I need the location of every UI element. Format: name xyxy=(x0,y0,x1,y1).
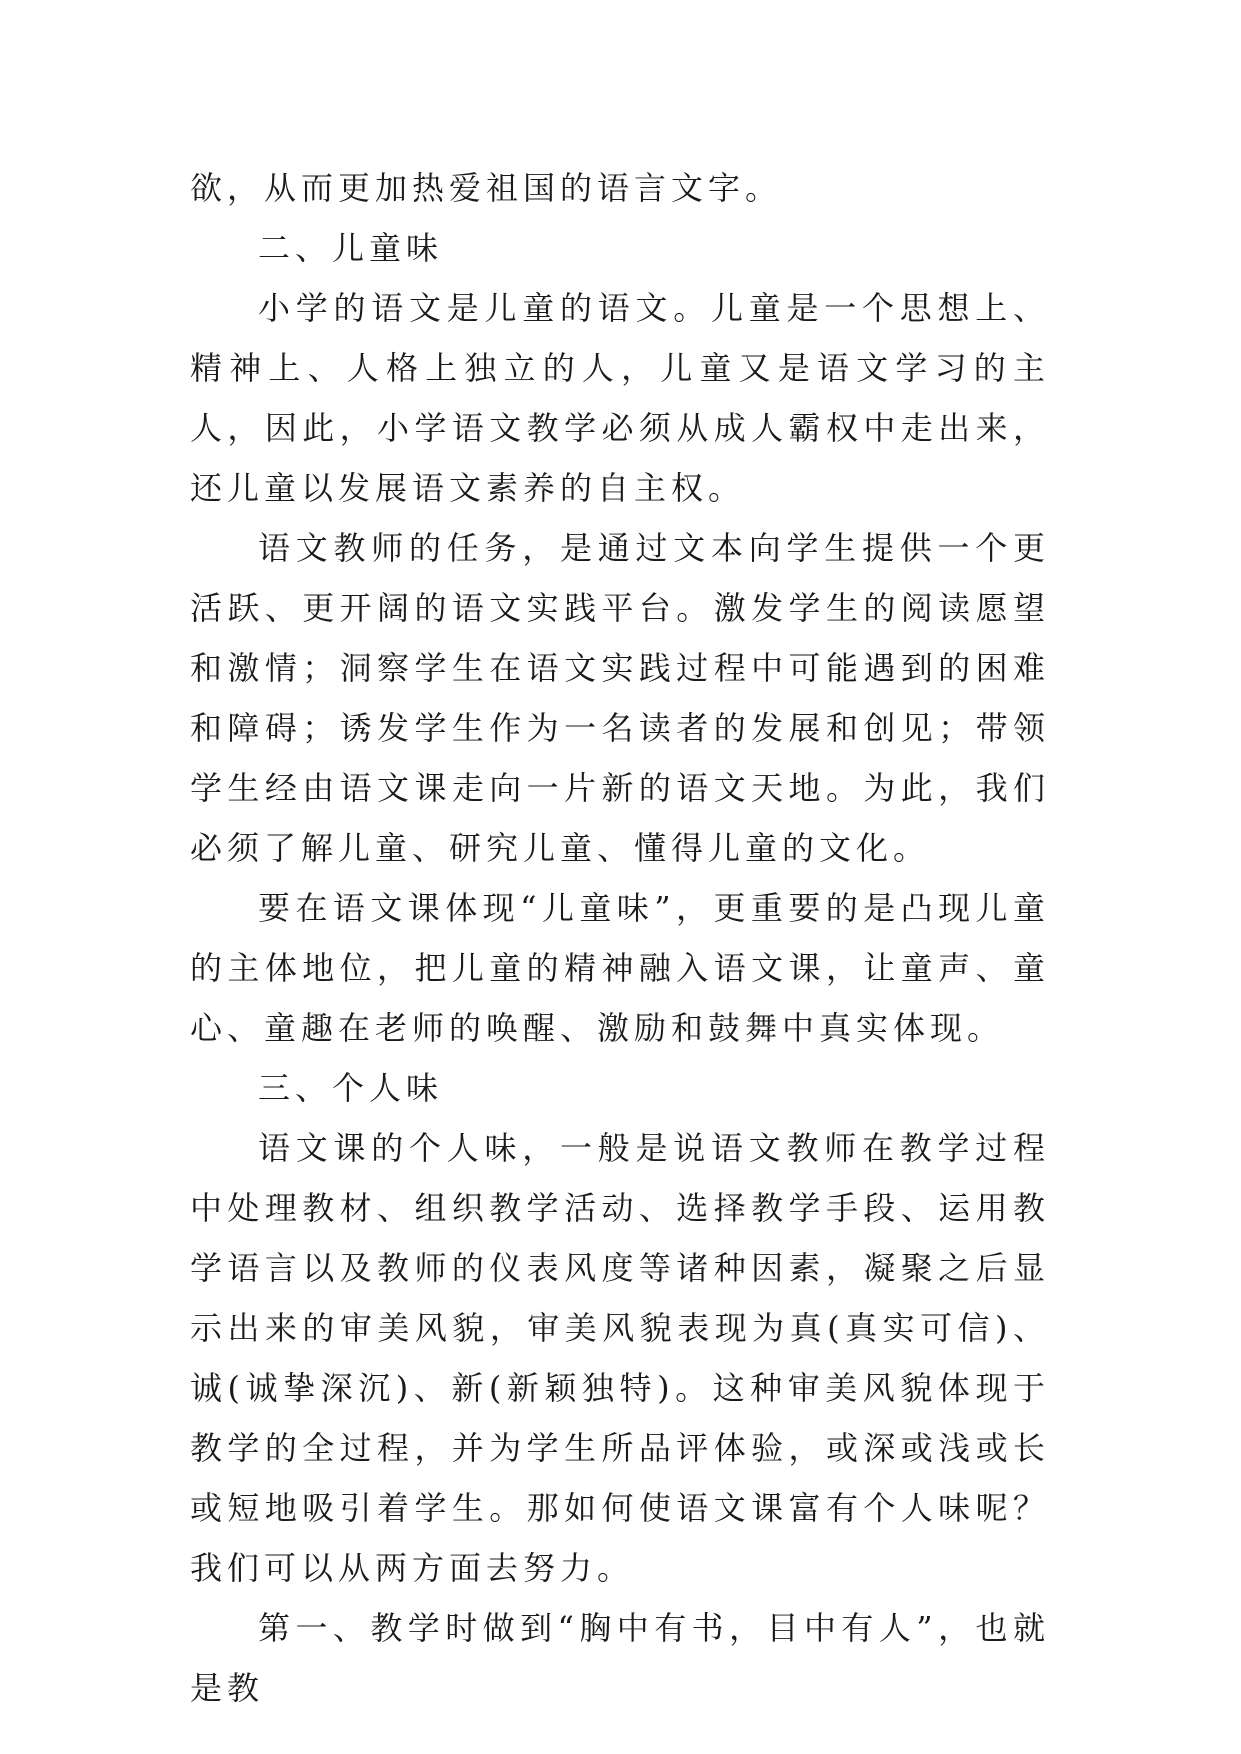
paragraph-children-chinese: 小学的语文是儿童的语文。儿童是一个思想上、精神上、人格上独立的人，儿童又是语文学习的主人，因此，小学语文教学必须从成人霸权中走出来，还儿童以发展语文素养的自主权。 xyxy=(190,289,1050,507)
paragraph-children-flavor: 要在语文课体现“儿童味”，更重要的是凸现儿童的主体地位，把儿童的精神融入语文课，让童声、童心、童趣在老师的唤醒、激励和鼓舞中真实体现。 xyxy=(190,889,1050,1047)
section-heading-personal-flavor: 三、个人味 xyxy=(258,1069,444,1107)
section-heading-children-flavor: 二、儿童味 xyxy=(258,229,444,267)
paragraph-first-point: 第一、教学时做到“胸中有书，目中有人”，也就是教 xyxy=(190,1609,1050,1707)
document-body xyxy=(190,158,1050,1718)
paragraph-teacher-task: 语文教师的任务，是通过文本向学生提供一个更活跃、更开阔的语文实践平台。激发学生的阅读愿望和激情；洞察学生在语文实践过程中可能遇到的困难和障碍；诱发学生作为一名读者的发展和创见；带领学生经由语文课走向一片新的语文天地。为此，我们必须了解儿童、研究儿童、懂得儿童的文化。 xyxy=(190,529,1050,867)
paragraph-personal-flavor: 语文课的个人味，一般是说语文教师在教学过程中处理教材、组织教学活动、选择教学手段、运用教学语言以及教师的仪表风度等诸种因素，凝聚之后显示出来的审美风貌，审美风貌表现为真(真实可信)、诚(诚挚深沉)、新(新颖独特)。这种审美风貌体现于教学的全过程，并为学生所品评体验，或深或浅或长或短地吸引着学生。那如何使语文课富有个人味呢？我们可以从两方面去努力。 xyxy=(190,1129,1050,1587)
paragraph-continuation: 欲，从而更加热爱祖国的语言文字。 xyxy=(190,169,783,207)
